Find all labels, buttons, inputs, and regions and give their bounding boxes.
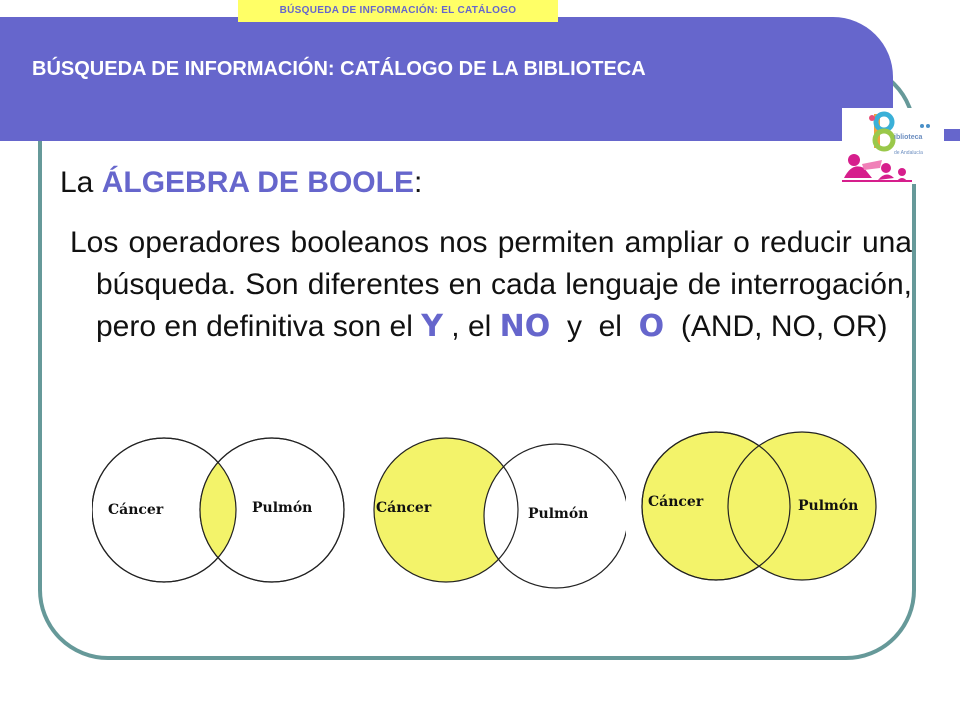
venn-and-diagram: [92, 430, 352, 590]
section-tab: BÚSQUEDA DE INFORMACIÓN: EL CATÁLOGO: [238, 0, 558, 22]
venn-or-right-label: Pulmón: [798, 498, 859, 514]
operator-or: O: [638, 309, 665, 344]
venn-not-left-label: Cáncer: [376, 500, 432, 516]
venn-or-diagram: [638, 430, 898, 590]
venn-not-right-label: Pulmón: [528, 506, 589, 522]
body-end: (AND, NO, OR): [664, 310, 888, 343]
logo-name: iblioteca: [894, 134, 923, 141]
body-start: Los operadores booleanos nos permiten ampliar o reducir una búsqueda. Son diferentes en cada lenguaje de interrogación, pero en definitiva son el: [70, 226, 912, 343]
heading-prefix: La: [60, 166, 102, 199]
venn-and-left-label: Cáncer: [108, 502, 164, 518]
boole-heading: [60, 166, 422, 200]
library-logo-icon: [842, 108, 944, 184]
separator-1: , el: [442, 310, 500, 343]
operator-and: Y: [421, 309, 443, 344]
venn-and-right-label: Pulmón: [252, 500, 313, 516]
bibliotecas-logo: [842, 108, 944, 184]
heading-accent: ÁLGEBRA DE BOOLE: [101, 166, 414, 199]
venn-not-diagram: [366, 430, 626, 590]
operator-not: NO: [499, 309, 551, 344]
logo-subtitle: de Andalucía: [894, 150, 923, 156]
separator-2: y el: [550, 310, 639, 343]
venn-or-left-label: Cáncer: [648, 494, 704, 510]
slide-title: BÚSQUEDA DE INFORMACIÓN: CATÁLOGO DE LA BIBLIOTECA: [32, 58, 646, 80]
body-paragraph: [70, 222, 912, 348]
banner-stripe: [0, 129, 960, 141]
heading-suffix: :: [413, 166, 423, 199]
